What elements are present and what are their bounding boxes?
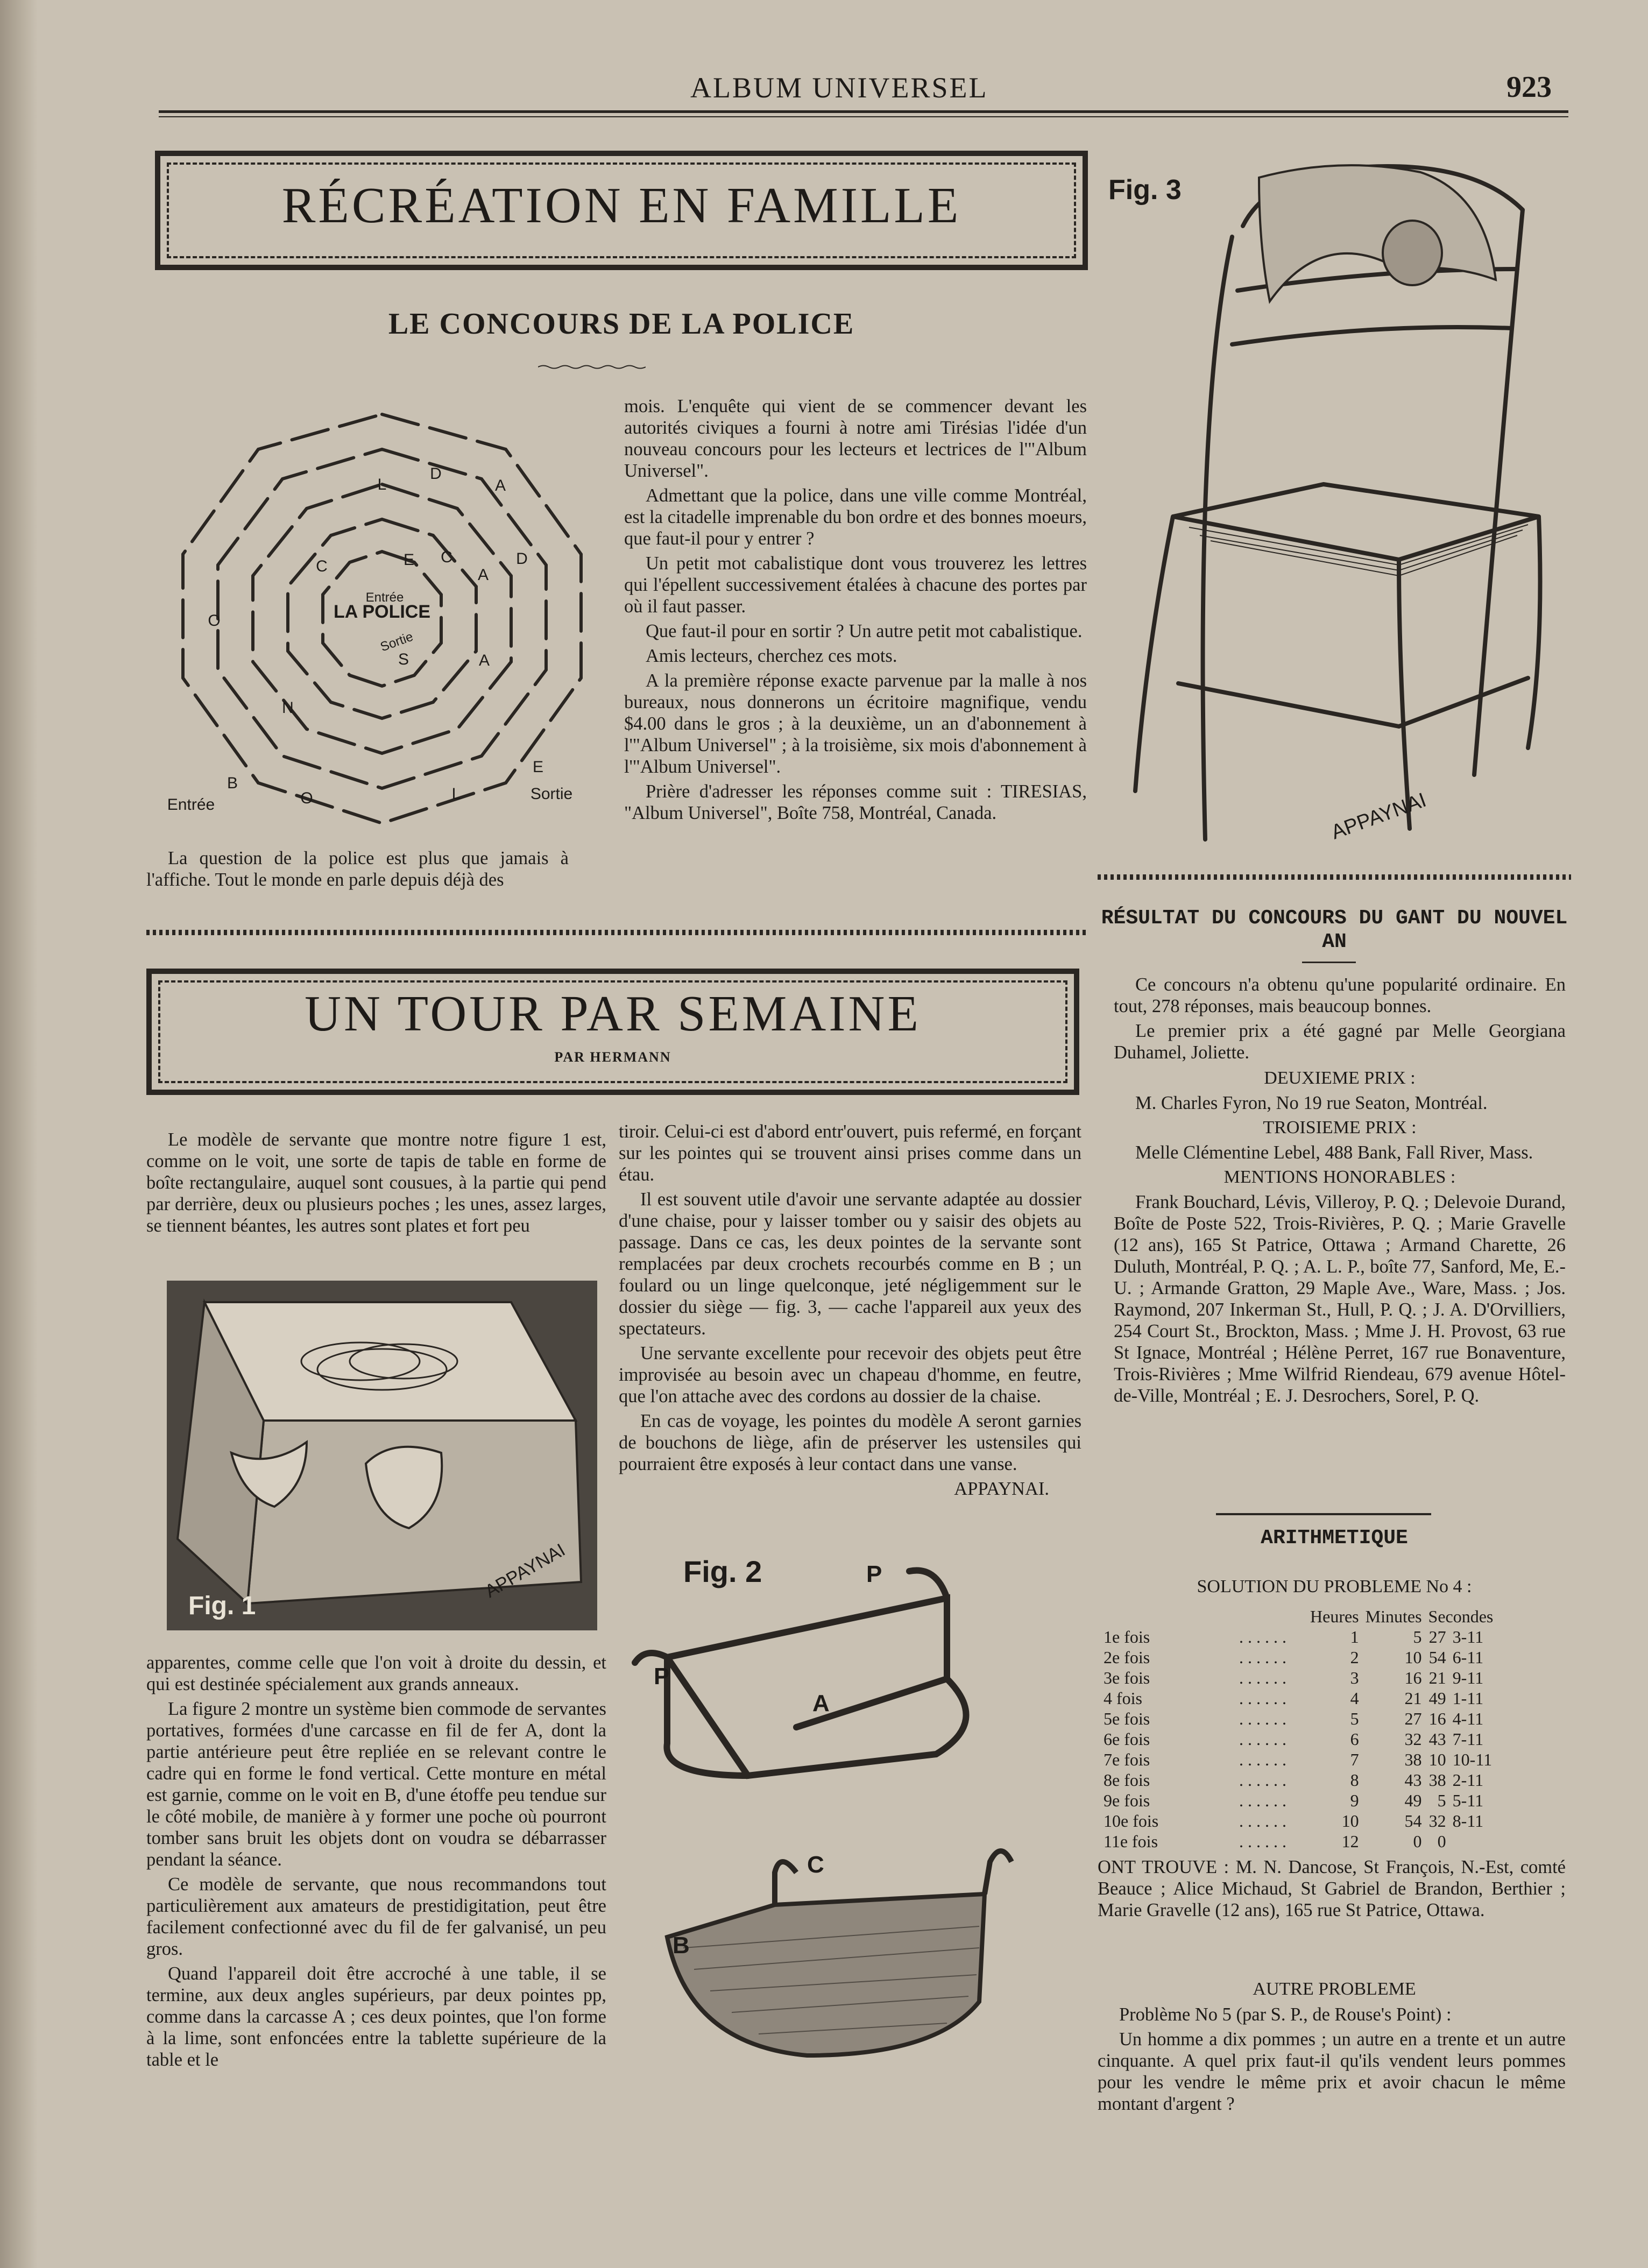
- tour-col2: tiroir. Celui-ci est d'abord entr'ouvert, puis refermé, en forçant sur les pointes qui se trouvent ainsi prises comme dans un étau. Il est souvent utile d'avoir une servante adaptée au dossier d'une chaise, pour y laisser tomber ou y saisir des objets au passage. Dans ce cas, les deux pointes de la servante sont remplacées par deux crochets recourbés comme en B ; un foulard ou un linge quelconque, jeté négligemment sur le dossier du siège — fig. 3, — cache l'appareil aux yeux des spectateurs. Une servante excellente pour recevoir des objets peut être improvisée au besoin avec un chapeau d'homme, en feutre, que l'on attache avec des cordons au dossier de la chaise. En cas de voyage, les pointes du modèle A seront garnies de bouchons de liège, afin de préserver les ustensiles qui pourraient être exposés à leur contact dans une vanse. APPAYNAI.: [619, 1121, 1081, 1499]
- arith-rule: [1216, 1513, 1431, 1515]
- table-row: 10e fois . . . . . . 10 54 32 8-11: [1104, 1811, 1484, 1831]
- arith-title: ARITHMETIQUE: [1261, 1527, 1408, 1550]
- resultat-text: Ce concours n'a obtenu qu'une popularité ordinaire. En tout, 278 réponses, mais beaucoup bonnes. Le premier prix a été gagné par Melle Georgiana Duhamel, Joliette. DEUXIEME PRIX : M. Charles Fyron, No 19 rue Seaton, Montréal. TROISIEME PRIX : Melle Clémentine Lebel, 488 Bank, Fall River, Mass. MENTIONS HONORABLES : Frank Bouchard, Lévis, Villeroy, P. Q. ; Delevoie Durand, Boîte de Poste 522, Trois-Rivières, P. Q. ; Marie Gravelle (12 ans), 165 St Patrice, Ottawa ; Armand Charette, 26 Duluth, Montréal, P. Q. ; A. L. P., boîte 77, Sanford, Me, E.-U. ; Armande Gratton, 29 Maple Ave., Ware, Mass. ; Jos. Raymond, 207 Inkerman St., Hull, P. Q. ; J. A. D'Orvilliers, 254 Court St., Brockton, Mass. ; Mme J. H. Provost, 63 rue St Ignace, Montréal ; Hélène Perret, 167 rue Bonaventure, Trois-Rivières ; Mme Wilfrid Riendeau, 679 avenue Hôtel-de-Ville, Montréal ; E. J. Desrochers, Sorel, P. Q.: [1114, 974, 1566, 1406]
- fig1-table-illustration: [167, 1281, 597, 1630]
- maze-center-label: LA POLICE: [333, 602, 431, 622]
- table-row: 8e fois . . . . . . 8 43 38 2-11: [1104, 1770, 1484, 1790]
- table-row: 11e fois . . . . . . 12 0 0: [1104, 1832, 1446, 1851]
- maze-letter: N: [282, 699, 294, 717]
- table-row: 6e fois . . . . . . 6 32 43 7-11: [1104, 1729, 1484, 1749]
- fig2-label: Fig. 2: [683, 1555, 762, 1588]
- arith-table: [1100, 1606, 1496, 1852]
- fig2-servante-illustration: [613, 1550, 1087, 2088]
- fig2-a: A: [812, 1690, 830, 1716]
- col-head: Heures: [1310, 1607, 1359, 1626]
- section-divider: [146, 930, 1088, 935]
- recreation-caption-left: La question de la police est plus que jamais à l'affiche. Tout le monde en parle depuis déjà des: [146, 848, 569, 890]
- maze-sortie-outer: Sortie: [530, 785, 573, 803]
- arith-solution-head: SOLUTION DU PROBLEME No 4 :: [1197, 1577, 1472, 1596]
- table-row: 4 fois . . . . . . 4 21 49 1-11: [1104, 1688, 1484, 1708]
- maze-letter: B: [227, 774, 238, 792]
- maze-letter: A: [478, 652, 490, 669]
- maze-letter: C: [316, 557, 328, 575]
- section-divider-right: [1098, 874, 1571, 880]
- table-row: 2e fois . . . . . . 2 10 54 6-11: [1104, 1648, 1484, 1667]
- col-head: Secondes: [1428, 1607, 1494, 1626]
- recreation-text-col: mois. L'enquête qui vient de se commencer devant les autorités civiques a fourni à notre ami Tirésias l'idée d'un nouveau concours pour les lecteurs et lectrices de l'"Album Universel". Admettant que la police, dans une ville comme Montréal, est la citadelle imprenable du bon ordre et des bonnes moeurs, que faut-il pour y entrer ? Un petit mot cabalistique dont vous trouverez les lettres qui l'épellent successivement étalées à chacune des portes par où il faut passer. Que faut-il pour en sortir ? Un autre petit mot cabalistique. Amis lecteurs, cherchez ces mots. A la première réponse exacte parvenue par la malle à nos bureaux, nous donnerons un écritoire magnifique, vendu $4.00 dans le gros ; à la deuxième, un an d'abonnement à l'"Album Universel" ; à la troisième, six mois d'abonnement à l'"Album Universel". Prière d'adresser les réponses comme suit : TIRESIAS, "Album Universel", Boîte 758, Montréal, Canada.: [624, 396, 1087, 823]
- col-head: Minutes: [1365, 1607, 1422, 1626]
- fig1-signature: APPAYNAI: [482, 1539, 569, 1602]
- table-row: 9e fois . . . . . . 9 49 5 5-11: [1104, 1791, 1484, 1810]
- autre-probleme-text: Problème No 5 (par S. P., de Rouse's Point) : Un homme a dix pommes ; un autre en a trente et un autre cinquante. A quel prix faut-il qu'ils vendent leurs pommes pour les vendre le même prix et avoir chacun le même montant d'argent ?: [1098, 2004, 1566, 2114]
- recreation-subtitle: LE CONCOURS DE LA POLICE: [388, 307, 855, 341]
- tour-col1-bottom: apparentes, comme celle que l'on voit à droite du dessin, et qui est destinée spécialement aux grands anneaux. La figure 2 montre un système bien commode de servantes portatives, formées d'une carcasse en fil de fer A, dont la partie antérieure peut être repliée en se relevant contre le cadre qui en forme le fond vertical. Cette monture en métal est garnie, comme on le voit en B, d'une étoffe peu tendue sur le côté mobile, de manière à y former une poche où pourront tomber sans bruit les objets dont on voudra se débarrasser pendant la séance. Ce modèle de servante, que nous recommandons tout particulièrement aux amateurs de prestidigitation, peut être facilement confectionné avec du fil de fer galvanisé, un peu gros. Quand l'appareil doit être accroché à une table, il se termine, aux deux angles supérieurs, par deux pointes pp, comme dans la carcasse A ; ces deux pointes, que l'on forme à la lime, sont enfoncées entre la tablette supérieure de la table et le: [146, 1652, 606, 2070]
- maze-letter: E: [403, 551, 415, 569]
- maze-letter: S: [398, 651, 409, 668]
- maze-entree-inner: Entrée: [365, 590, 404, 605]
- table-row: 1e fois . . . . . . 1 5 27 3-11: [1104, 1627, 1484, 1647]
- police-maze: [161, 398, 603, 845]
- fig2-b: B: [673, 1932, 690, 1959]
- fig3-chair-illustration: [1098, 140, 1571, 856]
- arith-ont-trouve: ONT TROUVE : M. N. Dancose, St François, N.-Est, comté Beauce ; Alice Michaud, St Gabriel de Brandon, Berthier ; Marie Gravelle (12 ans), 165 rue St Patrice, Ottawa.: [1098, 1857, 1566, 1920]
- tour-signature: APPAYNAI.: [954, 1479, 1049, 1499]
- maze-letter: C: [441, 548, 452, 566]
- autre-probleme-head: AUTRE PROBLEME: [1253, 1979, 1416, 1999]
- maze-sortie-inner: Sortie: [378, 629, 415, 655]
- maze-entree-outer: Entrée: [167, 796, 215, 814]
- subtitle-flourish: [538, 362, 646, 367]
- tour-col1-top: Le modèle de servante que montre notre figure 1 est, comme on le voit, une sorte de tapis de table en forme de boîte rectangulaire, auquel sont cousues, à la partie qui pend par derrière, deux ou plusieurs poches ; les unes, assez larges, se tiennent béantes, les autres sont plates et fort peu: [146, 1129, 606, 1236]
- maze-letter: A: [494, 477, 506, 494]
- fig3-label: Fig. 3: [1108, 174, 1182, 206]
- arith-table-wrap: [1100, 1606, 1568, 1852]
- maze-letter: A: [477, 566, 489, 584]
- header-rule-thin: [159, 116, 1568, 117]
- page-number: 923: [1506, 70, 1552, 104]
- running-header: ALBUM UNIVERSEL: [690, 72, 988, 104]
- maze-letter: D: [516, 550, 528, 568]
- table-row: 3e fois . . . . . . 3 16 21 9-11: [1104, 1668, 1484, 1687]
- tour-title: UN TOUR PAR SEMAINE: [305, 986, 921, 1042]
- fig2-c: C: [807, 1852, 824, 1878]
- binding-gutter: [0, 0, 38, 2268]
- header-rule: [159, 110, 1568, 113]
- fig2-p-right: P: [866, 1561, 882, 1587]
- fig2-p-left: P: [654, 1663, 670, 1690]
- resultat-title: RÉSULTAT DU CONCOURS DU GANT DU NOUVEL AN: [1101, 907, 1568, 953]
- maze-letter: O: [300, 789, 313, 807]
- table-row: 5e fois . . . . . . 5 27 16 4-11: [1104, 1709, 1484, 1728]
- maze-letter: E: [532, 758, 544, 776]
- maze-letter: L: [451, 785, 461, 803]
- maze-letter: D: [430, 465, 442, 483]
- recreation-title: RÉCRÉATION EN FAMILLE: [281, 178, 961, 234]
- maze-letter: L: [377, 476, 387, 493]
- resultat-rule: [1302, 962, 1356, 963]
- tour-byline: PAR HERMANN: [554, 1049, 671, 1065]
- table-row: 7e fois . . . . . . 7 38 10 10-11: [1104, 1750, 1493, 1769]
- fig1-label: Fig. 1: [188, 1592, 256, 1620]
- maze-letter: O: [208, 612, 221, 630]
- fig3-signature: APPAYNAI: [1328, 788, 1430, 844]
